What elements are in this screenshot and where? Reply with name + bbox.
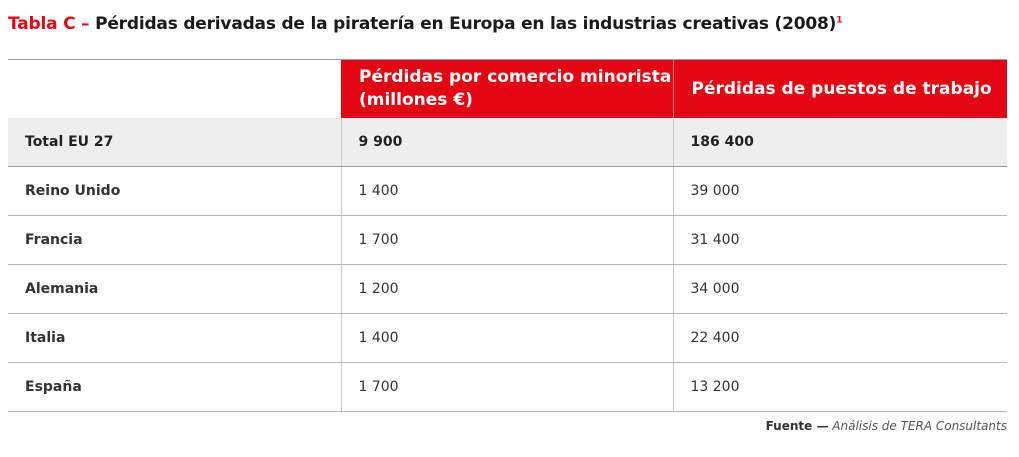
jobs-value: 13 200 [673,363,1007,412]
table-row [8,216,1007,265]
source-text: Análisis de TERA Consultants [832,419,1007,433]
table-title-text: Pérdidas derivadas de la piratería en Europa en las industrias creativas (2008) [95,14,837,34]
retail-value: 9 900 [341,118,673,167]
row-label: Alemania [8,265,341,314]
jobs-value: 34 000 [673,265,1007,314]
jobs-value: 186 400 [673,118,1007,167]
footnote-mark: 1 [836,15,843,26]
jobs-value: 31 400 [673,216,1007,265]
retail-value: 1 400 [341,314,673,363]
retail-value: 1 700 [341,363,673,412]
table-row [8,314,1007,363]
table-title-prefix: Tabla C – [8,14,90,34]
table-row [8,363,1007,412]
table-header-row [8,60,1007,118]
row-label: Francia [8,216,341,265]
row-label: España [8,363,341,412]
header-blank [8,60,341,118]
header-retail-losses: Pérdidas por comercio minorista (millones €) [341,60,673,118]
jobs-value: 22 400 [673,314,1007,363]
table-row [8,265,1007,314]
source-label: Fuente — [765,419,829,433]
row-label: Total EU 27 [8,118,341,167]
table-row-total [8,118,1007,167]
retail-value: 1 200 [341,265,673,314]
retail-value: 1 700 [341,216,673,265]
retail-value: 1 400 [341,167,673,216]
piracy-losses-table [8,59,1007,412]
source-note [766,419,1007,433]
table-title [8,14,842,34]
jobs-value: 39 000 [673,167,1007,216]
header-job-losses: Pérdidas de puestos de trabajo [673,60,1007,118]
table-row [8,167,1007,216]
row-label: Italia [8,314,341,363]
row-label: Reino Unido [8,167,341,216]
